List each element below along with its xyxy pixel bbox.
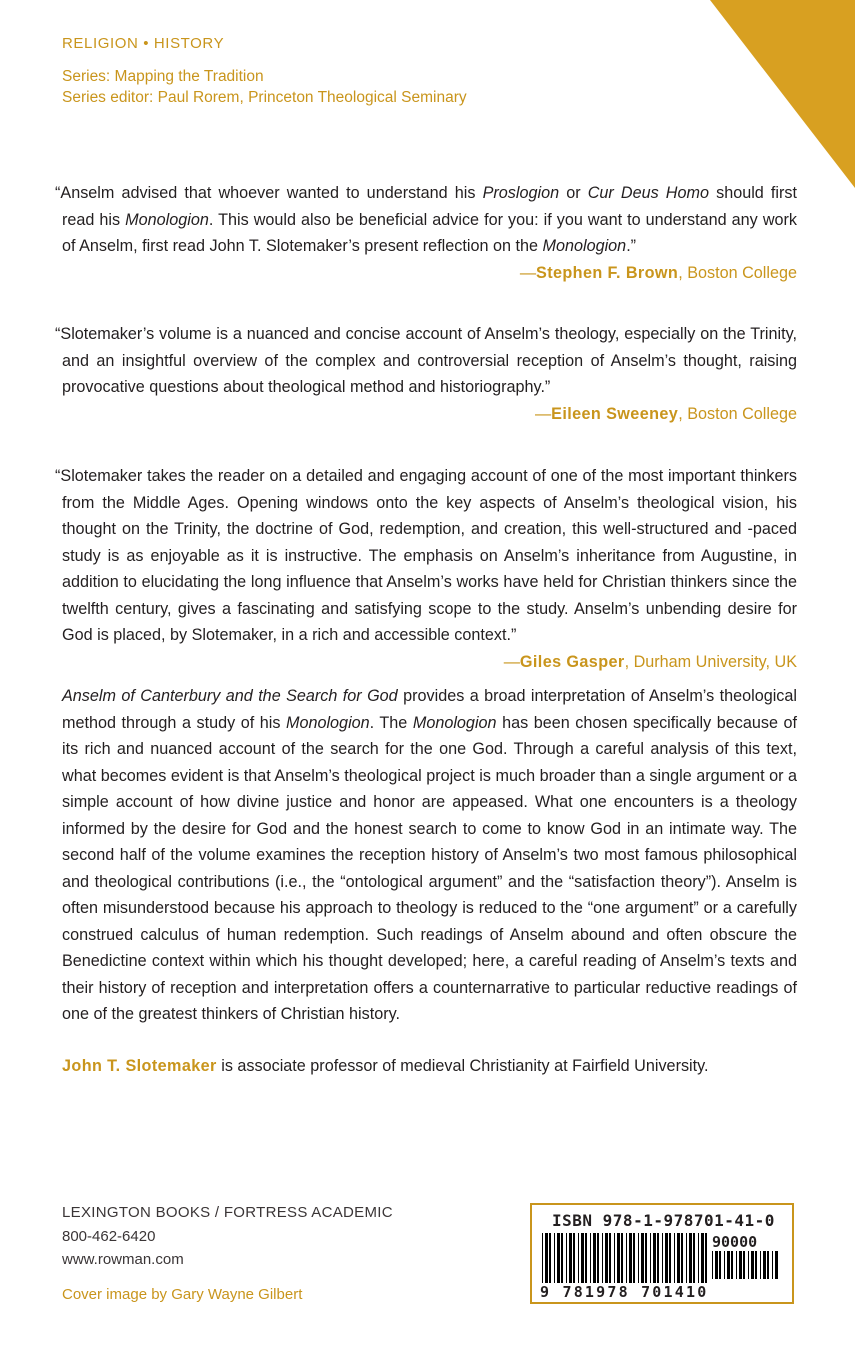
barcode-bar [569,1233,572,1283]
book-title: Anselm of Canterbury and the Search for God [62,687,398,705]
endorsement-1 [55,180,797,286]
barcode-bar [681,1233,683,1283]
endorsement-quote: “Anselm advised that whoever wanted to understand his Proslogion or Cur Deus Homo should first read his Monologion. This would also be beneficial advice for you: if you want to understand any work of Anselm, first read John T. Slotemaker’s present reflection on the Monologion.” [55,184,797,255]
endorser-name: Giles Gasper [519,652,625,671]
barcode-bar [626,1233,627,1283]
barcode-bar [621,1233,623,1283]
barcode-bar [739,1251,742,1279]
cover-credit: Cover image by Gary Wayne Gilbert [62,1286,303,1303]
barcode-bar [772,1251,773,1279]
endorsement-2 [55,321,797,427]
barcode-bar [736,1251,737,1279]
barcode-bar [665,1233,668,1283]
barcode-bar [614,1233,615,1283]
endorsement-attribution: —Stephen F. Brown, Boston College [519,263,797,282]
barcode-bar [727,1251,730,1279]
endorsement-attribution: —Eileen Sweeney, Boston College [534,404,797,423]
book-description: Anselm of Canterbury and the Search for God provides a broad interpretation of Anselm’s theological method through a study of his Monologion. The Monologion has been chosen specifically because of its rich and nuanced account of the search for the one God. Through a careful analysis of this text, what becomes evident is that Anselm’s theological project is much broader than a single argument or a simple account of how divine justice and honor are appeased. What one encounters is a theology informed by the desire for God and the honest search to come to know God in an intimate way. The second half of the volume examines the reception history of Anselm’s two most famous philosophical and theological contributions (i.e., the “ontological argument” and the “satisfaction theory”). Anselm is often misunderstood because his approach to theology is reduced to the “one argument” or a carefully construed calculus of human redemption. Such readings of Anselm abound and often obscure the Benedictine context within which his thought developed; here, a careful reading of Anselm’s texts and their history of reception and interpretation offers a counternarrative to particular reductive readings of one of the greatest thinkers of Christian history. [62,687,798,1023]
barcode-bar [638,1233,639,1283]
barcode-bar [605,1233,608,1283]
barcode-bar [578,1233,579,1283]
barcode-bar [602,1233,603,1283]
barcode-bar [561,1233,563,1283]
barcode-bar [641,1233,644,1283]
barcode-bar [545,1233,548,1283]
barcode-bar [650,1233,651,1283]
barcode-bar [645,1233,647,1283]
barcode-bar [590,1233,591,1283]
barcode-bar [767,1251,769,1279]
endorsement-quote: “Slotemaker takes the reader on a detailed and engaging account of one of the most important thinkers from the Middle Ages. Opening windows onto the key aspects of Anselm’s theological vision, his thought on the Trinity, the doctrine of God, redemption, and creation, this well-structured and -paced study is as enjoyable as it is instructive. The emphasis on Anselm’s inheritance from Augustine, in addition to elucidating the long influence that Anselm’s works have held for Christian thinkers since the twelfth century, gives a fascinating and satisfying scope to the study. Anselm’s unbending desire for God is placed, by Slotemaker, in a rich and accessible context.” [55,467,797,644]
barcode-bar [597,1233,599,1283]
barcode-bar [689,1233,692,1283]
author-bio-text: is associate professor of medieval Christianity at Fairfield University. [216,1057,709,1075]
barcode-bar [581,1233,584,1283]
barcode-bar [698,1233,699,1283]
barcode-bar [617,1233,620,1283]
endorsements [55,180,797,675]
barcode-bar [609,1233,611,1283]
isbn-text: ISBN 978-1-978701-41-0 [552,1211,775,1230]
author-bio [62,1053,797,1080]
barcode-bar [669,1233,671,1283]
barcode-bar [542,1233,543,1283]
series-editor: Series editor: Paul Rorem, Princeton Theological Seminary [62,89,467,106]
barcode-bar [557,1233,560,1283]
endorsement-quote: “Slotemaker’s volume is a nuanced and concise account of Anselm’s theology, especially on the Trinity, and an insightful overview of the complex and controversial reception of Anselm’s thought, raising provocative questions about theological method and historiography.” [55,325,797,396]
category-label: RELIGION • HISTORY [62,35,225,52]
barcode-bar [662,1233,663,1283]
barcode-bar [686,1233,687,1283]
endorser-affiliation: , Boston College [678,263,797,282]
barcode-bar [751,1251,754,1279]
barcode-bar [760,1251,761,1279]
barcode-bar [585,1233,587,1283]
endorsement-attribution: —Giles Gasper, Durham University, UK [503,652,797,671]
barcode-bar [633,1233,635,1283]
barcode-bar [705,1233,707,1283]
barcode-bar [629,1233,632,1283]
barcode-bar [763,1251,766,1279]
barcode-bar [731,1251,733,1279]
barcode-bar [566,1233,567,1283]
endorser-affiliation: , Boston College [678,404,797,423]
barcode-bar [755,1251,757,1279]
publisher-info [62,1201,393,1272]
barcode-bar [701,1233,704,1283]
barcode-bar [748,1251,749,1279]
barcode-digits: 9 781978 701410 [540,1283,709,1301]
isbn-barcode [540,1233,710,1285]
barcode-bar [775,1251,778,1279]
endorser-affiliation: , Durham University, UK [624,652,797,671]
barcode-bar [743,1251,745,1279]
corner-accent-triangle [710,0,855,188]
barcode-bar [719,1251,721,1279]
price-barcode [710,1251,780,1281]
barcode-bar [715,1251,718,1279]
barcode-bar [674,1233,675,1283]
barcode-bar [693,1233,695,1283]
barcode-bar [573,1233,575,1283]
series-info [62,66,467,108]
publisher-name: LEXINGTON BOOKS / FORTRESS ACADEMIC [62,1204,393,1221]
barcode-box [530,1203,794,1304]
endorsement-3 [55,463,797,675]
barcode-bar [554,1233,555,1283]
barcode-bar [724,1251,725,1279]
barcode-bar [593,1233,596,1283]
header [62,34,467,108]
publisher-phone: 800-462-6420 [62,1227,156,1245]
barcode-bar [549,1233,551,1283]
endorser-name: Eileen Sweeney [551,404,679,423]
series-name: Series: Mapping the Tradition [62,68,264,85]
endorser-name: Stephen F. Brown [536,263,679,282]
price-code: 90000 [712,1233,758,1251]
barcode-bar [653,1233,656,1283]
author-name: John T. Slotemaker [62,1057,217,1075]
barcode-bar [657,1233,659,1283]
barcode-bar [677,1233,680,1283]
barcode-bar [712,1251,713,1279]
publisher-website: www.rowman.com [62,1251,184,1268]
